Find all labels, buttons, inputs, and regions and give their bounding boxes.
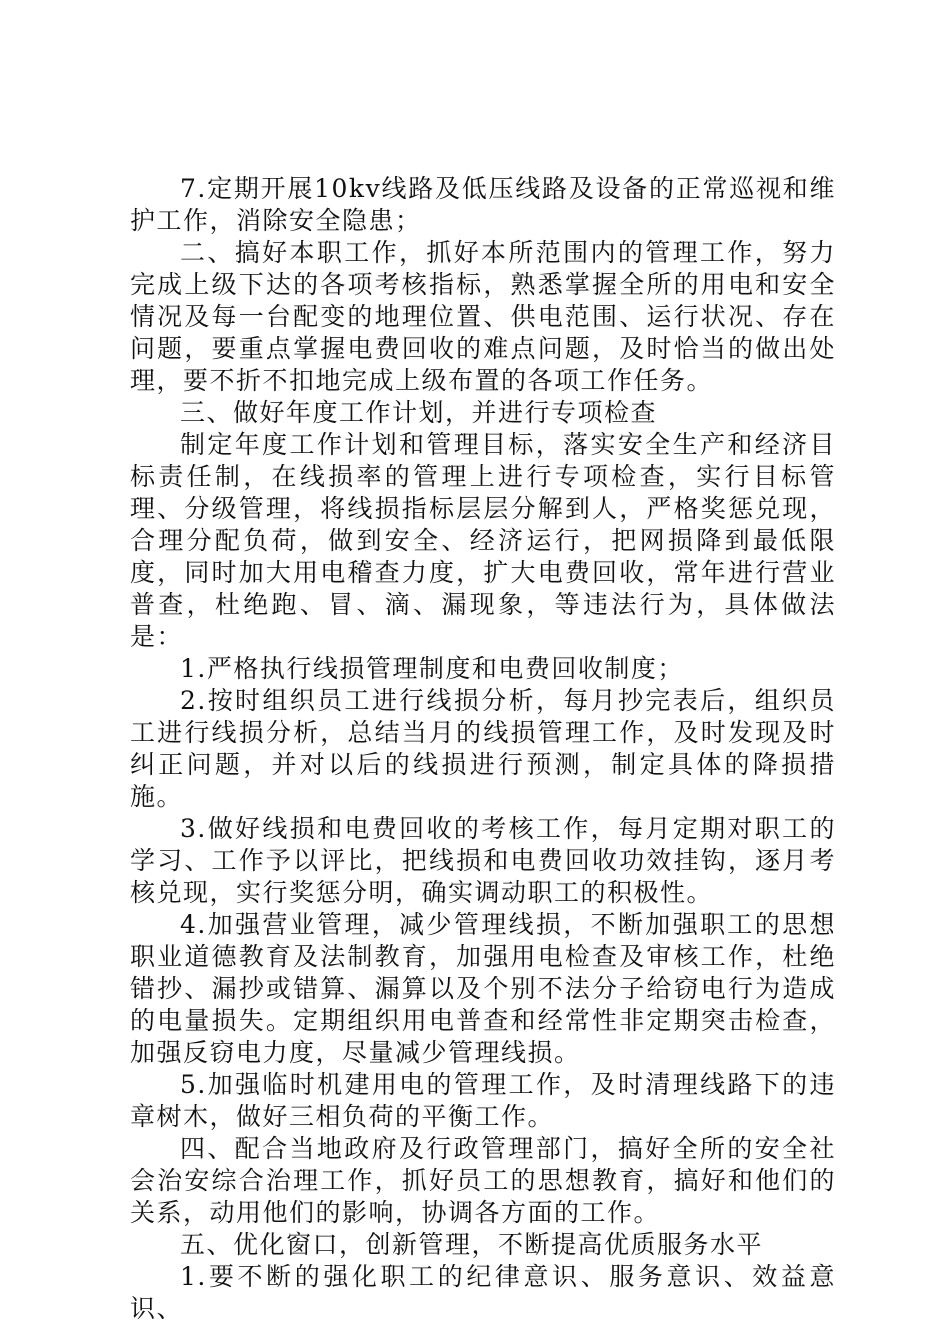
- paragraph-item-4: 4.加强营业管理，减少管理线损，不断加强职工的思想职业道德教育及法制教育，加强用电检查及审核工作，杜绝错抄、漏抄或错算、漏算以及个别不法分子给窃电行为造成的电量损失。定期组织用电普查和经常性非定期突击检查，加强反窃电力度，尽量减少管理线损。: [130, 910, 836, 1067]
- paragraph-section-3-body: 制定年度工作计划和管理目标，落实安全生产和经济目标责任制，在线损率的管理上进行专项检查，实行目标管理、分级管理，将线损指标层层分解到人，严格奖惩兑现，合理分配负荷，做到安全、经济运行，把网损降到最低限度，同时加大用电稽查力度，扩大电费回收，常年进行营业普查，杜绝跑、冒、滴、漏现象，等违法行为，具体做法是：: [130, 430, 836, 651]
- document-body: [130, 173, 836, 1325]
- paragraph-section-2: 二、搞好本职工作，抓好本所范围内的管理工作，努力完成上级下达的各项考核指标，熟悉掌握全所的用电和安全情况及每一台配变的地理位置、供电范围、运行状况、存在问题，要重点掌握电费回收的难点问题，及时恰当的做出处理，要不折不扣地完成上级布置的各项工作任务。: [130, 238, 836, 395]
- paragraph-section-5-heading: 五、优化窗口，创新管理，不断提高优质服务水平: [180, 1230, 764, 1259]
- paragraph-section-3-heading: 三、做好年度工作计划，并进行专项检查: [180, 398, 658, 427]
- paragraph-item-2: 2.按时组织员工进行线损分析，每月抄完表后，组织员工进行线损分析，总结当月的线损管理工作，及时发现及时纠正问题，并对以后的线损进行预测，制定具体的降损措施。: [130, 686, 836, 811]
- paragraph-section-4: 四、配合当地政府及行政管理部门，搞好全所的安全社会治安综合治理工作，抓好员工的思想教育，搞好和他们的关系，动用他们的影响，协调各方面的工作。: [130, 1134, 836, 1227]
- paragraph-item-5: 5.加强临时机建用电的管理工作，及时清理线路下的违章树木，做好三相负荷的平衡工作。: [130, 1070, 836, 1131]
- paragraph-item-7-patrol: 7.定期开展10kv线路及低压线路及设备的正常巡视和维护工作，消除安全隐患；: [130, 174, 836, 235]
- paragraph-item-3: 3.做好线损和电费回收的考核工作，每月定期对职工的学习、工作予以评比，把线损和电费回收功效挂钩，逐月考核兑现，实行奖惩分明，确实调动职工的积极性。: [130, 814, 836, 907]
- paragraph-section-5-item-1: 1.要不断的强化职工的纪律意识、服务意识、效益意识、: [130, 1262, 836, 1323]
- paragraph-item-1: 1.严格执行线损管理制度和电费回收制度；: [180, 654, 684, 683]
